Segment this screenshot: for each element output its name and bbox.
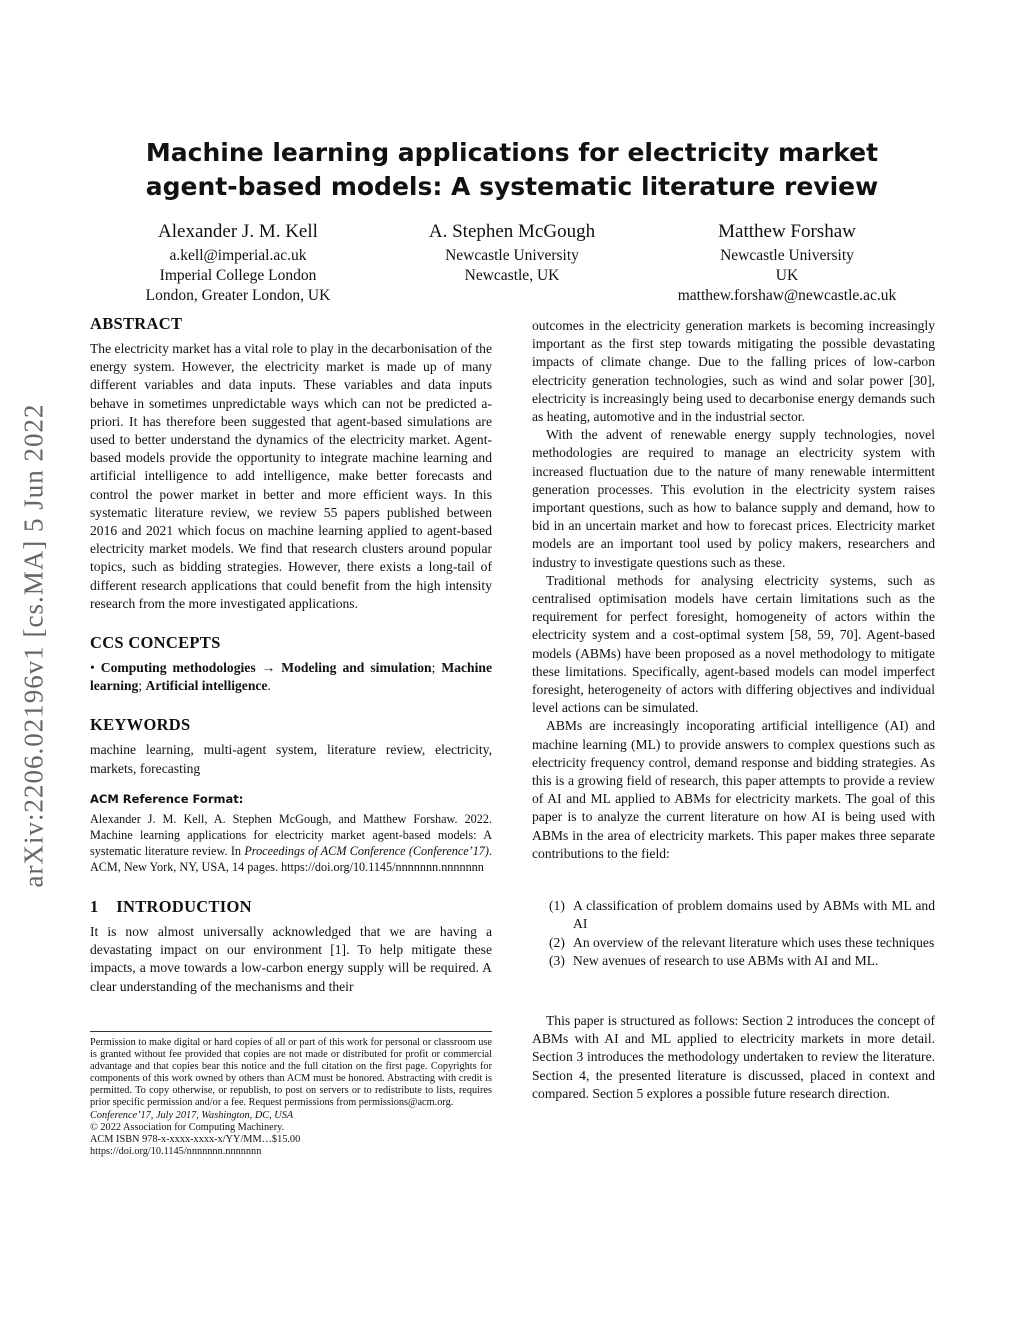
author-affiliation: Newcastle University [720,247,854,264]
ccs-end: . [267,678,271,694]
left-column [90,314,492,996]
introduction-heading [90,897,492,917]
ccs-bullet: • [90,660,95,676]
list-text: An overview of the relevant literature which uses these techniques [573,934,935,950]
acm-reference-heading: ACM Reference Format: [90,791,244,806]
author-location: London, Greater London, UK [145,287,331,304]
list-number: (1) [549,898,565,914]
footnote-divider [90,1031,492,1032]
contributions-list [532,897,935,970]
ccs-arrow: → [261,660,276,676]
conference-text: Conference’17, July 2017, Washington, DC, USA [90,1109,294,1121]
body-paragraph: ABMs are increasingly incoporating artificial intelligence (AI) and machine learning (ML) to provide answers to complex questions such as electricity frequency control, demand response and bidding strategies. As this is a growing field of research, this paper attempts to provide a review of AI and ML applied to ABMs for electricity markets. The goal of this paper is to analyze the current literature on how AI is being used with ABMs in the area of electricity markets. This paper makes three separate contributions to the field: [532,718,935,861]
author-location: Newcastle, UK [464,267,560,284]
acm-reference-publisher: . ACM, New York, NY, USA, 14 pages. https://doi.org/10.1145/nnnnnnn.nnnnnnn [90,844,492,875]
author-email: a.kell@imperial.ac.uk [169,247,307,264]
list-item [532,952,935,970]
author-name: A. Stephen McGough [428,221,596,242]
section-number: 1 [90,897,99,917]
author-block-kell [78,220,398,306]
conference-info [90,1110,492,1122]
list-number: (3) [549,952,565,968]
ccs-concepts [90,659,492,695]
author-location: UK [775,267,799,284]
ccs-computing-methodologies: Computing methodologies [100,660,256,676]
author-block-mcgough [352,220,672,286]
arxiv-stamp-text: arXiv:2206.02196v1 [cs.MA] 5 Jun 2022 [18,403,49,887]
ccs-heading: CCS CONCEPTS [90,633,221,653]
arxiv-identifier-stamp [8,360,60,930]
list-text: New avenues of research to use ABMs with AI and ML. [573,952,879,968]
body-paragraph: Traditional methods for analysing electricity systems, such as centralised optimisation models have certain limitations such as the requirement for perfect foresight, homogeneity of actors within the electricity system and a cost-optimal system [58, 59, 70]. Agent-based models (ABMs) have been proposed as a novel methodology to mitigate these limitations. Specifically, agent-based models can model imperfect foresight, heterogeneity of actors with differing objectives and individual level actions can be simulated. [532,572,935,716]
abstract-heading: ABSTRACT [90,314,183,333]
acm-reference-text [90,811,492,875]
author-email: matthew.forshaw@newcastle.ac.uk [677,287,897,304]
keywords-heading: KEYWORDS [90,715,191,735]
copyright-line: © 2022 Association for Computing Machinery. [90,1121,285,1133]
list-item [532,934,935,952]
body-paragraph: With the advent of renewable energy supply technologies, novel methodologies are required to manage an electricity system with increased fluctuation due to the nature of many renewable intermittent generation processes. This evolution in the electricity system raises important questions, such as how to balance supply and demand, how to bid in an uncertain market and how to forecast prices. Electricity market models are an important tool used by policy makers, researchers and industry to investigate questions such as these. [532,427,935,570]
list-item [532,897,935,933]
ccs-separator: ; [431,660,436,676]
ccs-artificial-intelligence: Artificial intelligence [145,678,268,694]
permission-notice: Permission to make digital or hard copies of all or part of this work for personal or classroom use is granted without fee provided that copies are not made or distributed for profit or commercial advantage and that copies bear this notice and the full citation on the first page. Copyrights for components of this work owned by others than ACM must be honored. Abstracting with credit is permitted. To copy otherwise, or republish, to post on servers or to redistribute to lists, requires prior specific permission and/or a fee. Request permissions from permissions@acm.org. [90,1037,492,1109]
author-name: Alexander J. M. Kell [158,221,318,242]
list-text: A classification of problem domains used by ABMs with ML and AI [573,898,935,932]
ccs-separator: ; [138,678,143,694]
isbn-line: ACM ISBN 978-x-xxxx-xxxx-x/YY/MM…$15.00 [90,1133,301,1145]
author-block-forshaw [627,220,947,306]
body-paragraph: This paper is structured as follows: Section 2 introduces the concept of ABMs with AI and ML applied to electricity markets in more detail. Section 3 introduces the methodology undertaken to review the literature. Section 4, the presented literature is discussed, placed in context and compared. Section 5 explores a possible future research direction. [532,1012,935,1101]
acm-reference-authors: Alexander J. M. Kell, A. Stephen McGough, and Matthew Forshaw. 2022. Machine learning applications for electricity market agent-based models: A systematic literature review. In [90,812,492,859]
author-name: Matthew Forshaw [718,221,856,242]
title-line-1: Machine learning applications for electricity market [145,138,879,167]
doi-line: https://doi.org/10.1145/nnnnnnn.nnnnnnn [90,1145,262,1157]
ccs-modeling-simulation: Modeling and simulation [281,660,432,676]
body-paragraph: outcomes in the electricity generation markets is becoming increasingly important as the first step towards mitigating the possible devastating impacts of climate change. Due to the falling prices of low-carbon electricity generation technologies, such as wind and solar power [30], electricity is increasingly being used to decarbonise energy demands such as heating, automotive and in the industrial sector. [532,318,935,425]
abstract-text: The electricity market has a vital role to play in the decarbonisation of the energy system. However, the electricity market is made up of many different variables and data inputs. These variables and data inputs behave in sometimes unpredictable ways which can not be predicted a-priori. It has therefore been suggested that agent-based simulations are used to better understand the dynamics of the electricity market. Agent-based models provide the opportunity to integrate machine learning and artificial intelligence to add intelligence, make better forecasts and control the power market in better and more efficient ways. In this systematic literature review, we review 55 papers published between 2016 and 2021 which focus on machine learning applied to agent-based electricity market models. We find that research clusters around popular topics, such as bidding strategies. However, there exists a long-tail of different research applications that could benefit from the high intensity research from the more investigated applications. [90,341,492,611]
ccs-machine-learning: Machine learning [90,660,492,694]
section-title: INTRODUCTION [116,897,252,917]
title-line-2: agent-based models: A systematic literature review [145,172,879,201]
right-column [532,317,935,1103]
keywords-text: machine learning, multi-agent system, literature review, electricity, markets, forecasting [90,742,492,776]
list-number: (2) [549,934,565,950]
paper-title [120,136,904,204]
author-affiliation: Newcastle University [445,247,579,264]
acm-reference-venue: Proceedings of ACM Conference (Conference’17) [244,844,489,859]
copyright-footnote [90,1037,492,1158]
author-affiliation: Imperial College London [159,267,317,284]
introduction-paragraph: It is now almost universally acknowledged that we are having a devastating impact on our environment [1]. To help mitigate these impacts, a move towards a low-carbon energy supply will be required. A clear understanding of the mechanisms and their [90,924,492,994]
